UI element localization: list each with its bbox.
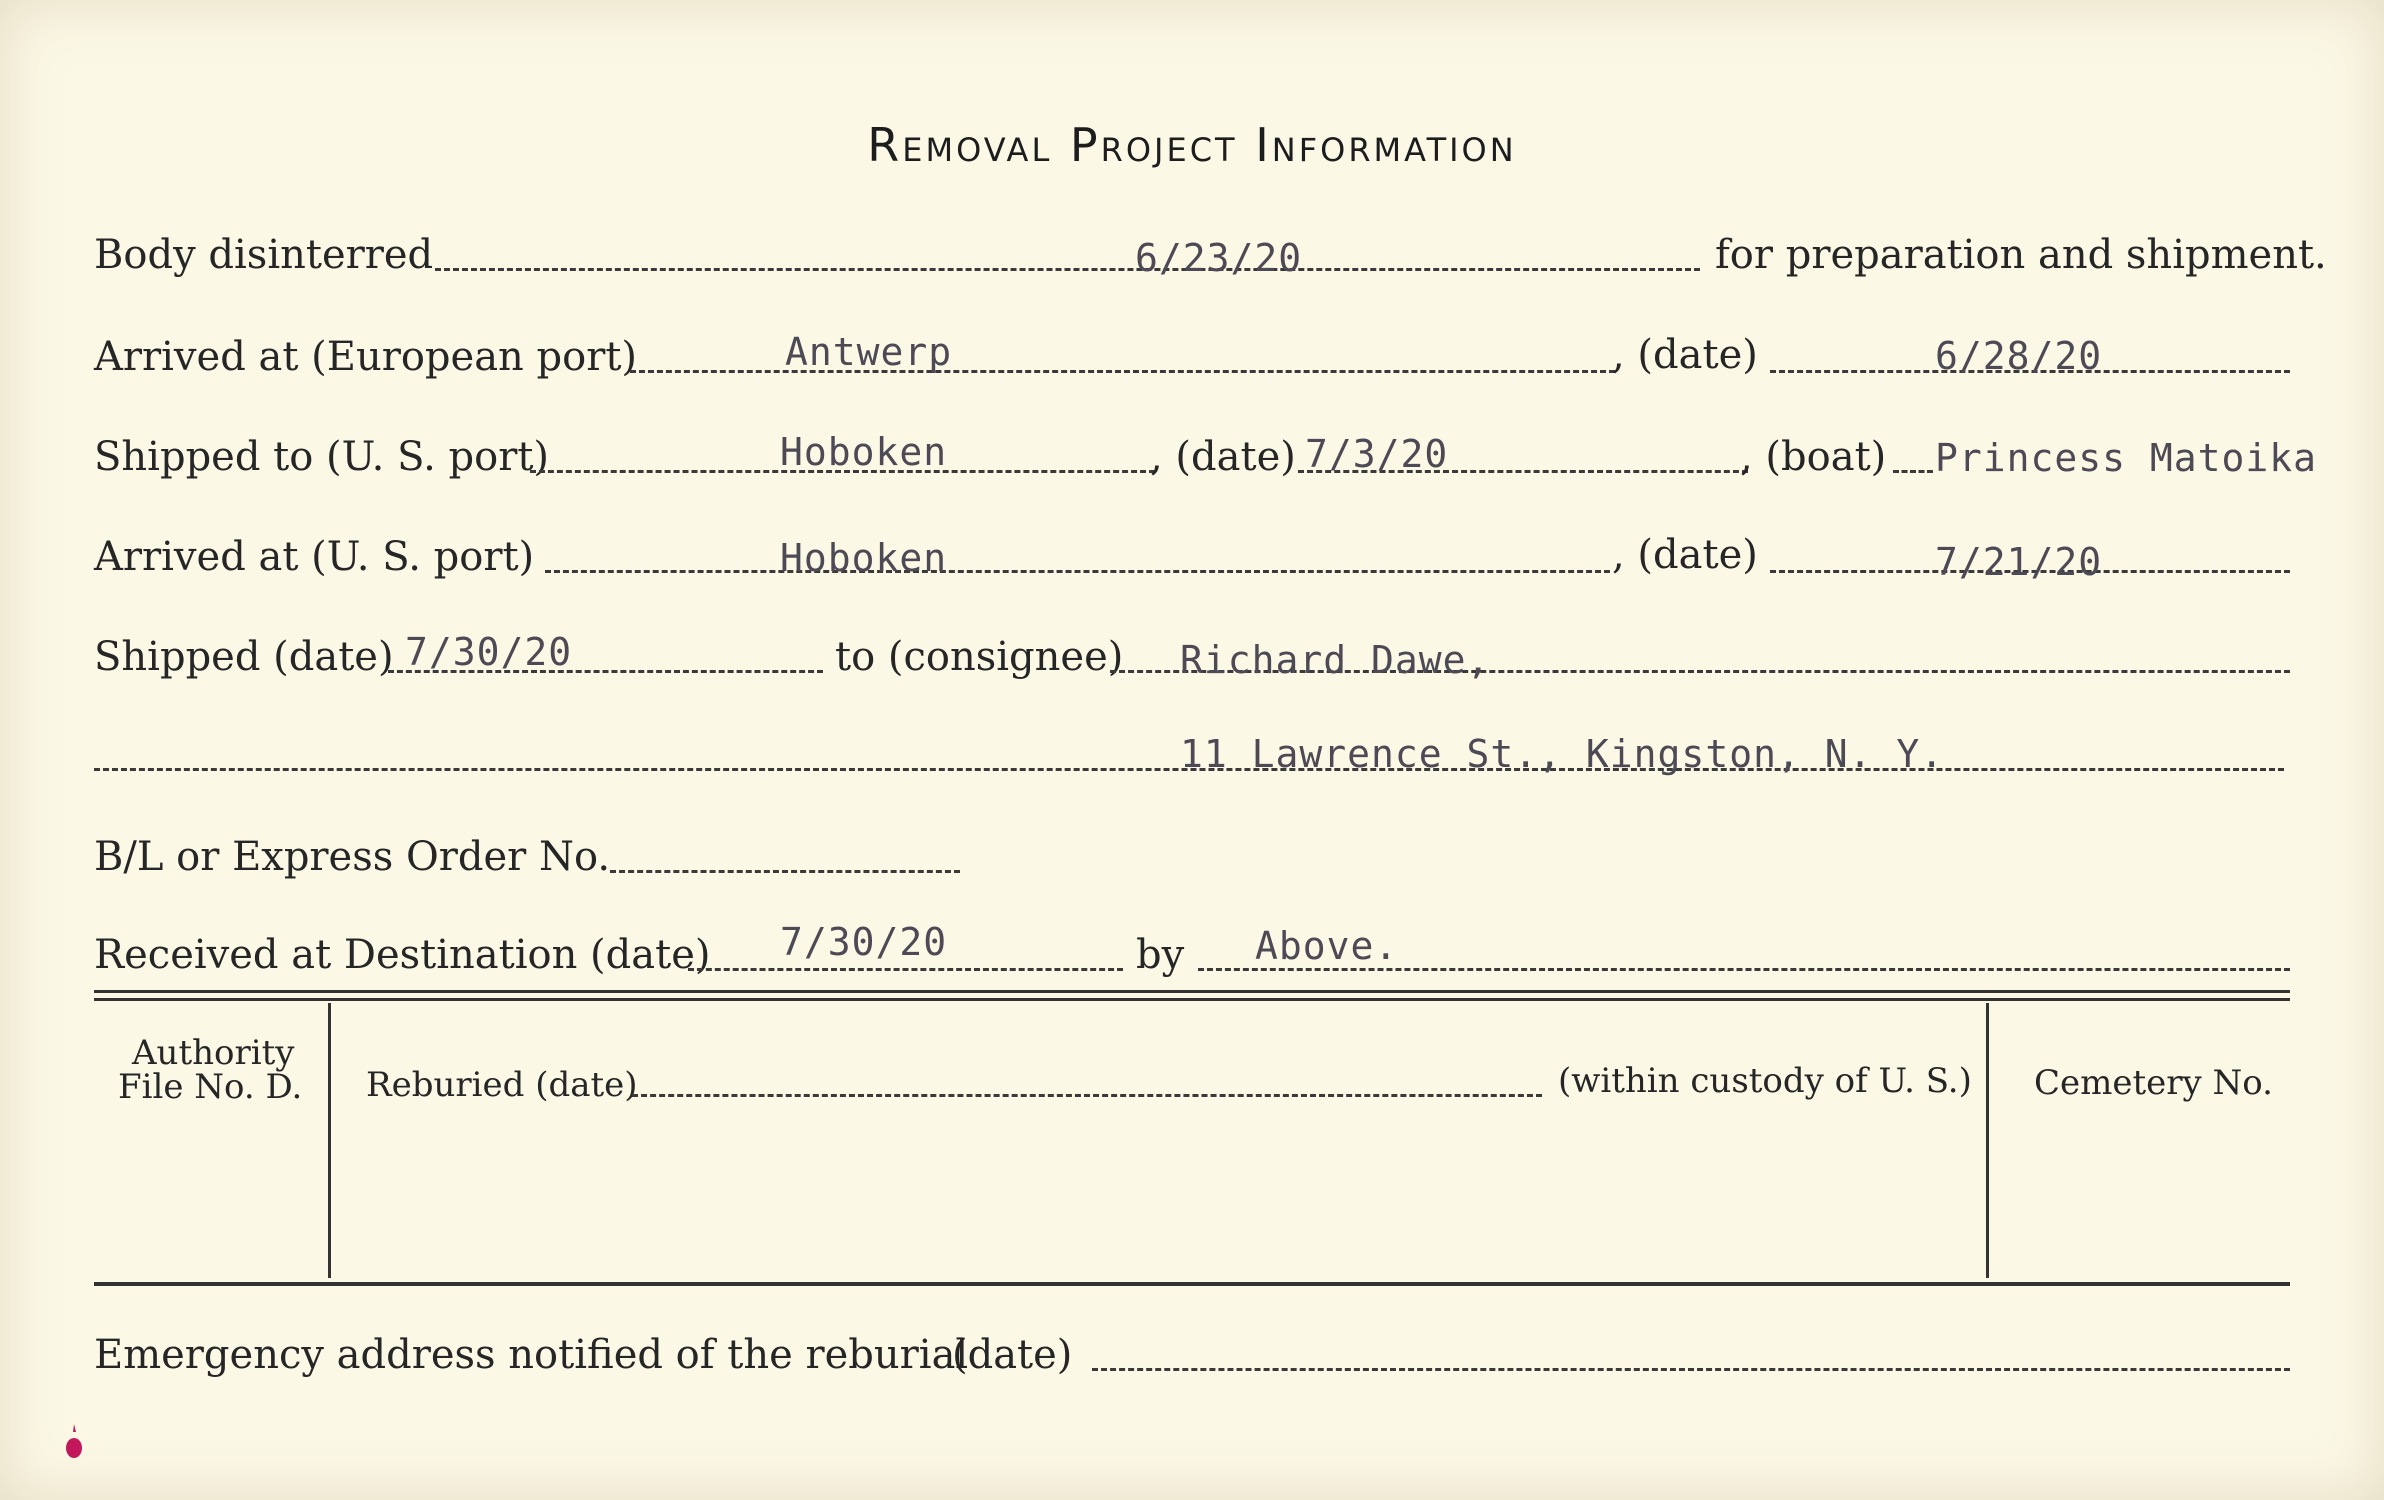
received-by-label: by [1136,932,1185,978]
body-disinterred-line [435,268,1700,271]
bl-line [610,870,960,873]
reburied-line [632,1094,1542,1097]
shipped-us-boat: Princess Matoika [1935,436,2318,480]
shipped-date-label: Shipped (date) [94,634,394,680]
shipped-us-boat-line [1893,470,1933,473]
consignee-label: to (consignee) [835,634,1124,680]
body-disinterred-value: 6/23/20 [1135,236,1303,280]
authority-file-label: File No. D. [118,1067,303,1107]
box-divider-right [1986,1003,1989,1278]
arrived-european-date: 6/28/20 [1935,334,2103,378]
form-title: Removal Project Information [867,118,1517,172]
shipped-us-date: 7/3/20 [1305,432,1449,476]
received-label: Received at Destination (date) [94,932,711,978]
arrived-european-date-label: , (date) [1612,332,1758,378]
received-date-line [688,968,1123,971]
custody-label: (within custody of U. S.) [1558,1061,1972,1101]
received-by: Above. [1255,924,1399,968]
shipped-us-port: Hoboken [780,430,948,474]
arrived-us-port: Hoboken [780,536,948,580]
shipped-us-boat-label: , (boat) [1740,434,1887,480]
arrived-us-port-line [545,570,1610,573]
received-date: 7/30/20 [780,920,948,964]
received-by-line [1198,968,2290,971]
arrived-us-date-label: , (date) [1612,532,1758,578]
box-divider-left [328,1003,331,1278]
shipped-us-date-label: , (date) [1150,434,1296,480]
arrived-european-port: Antwerp [785,330,953,374]
cemetery-label: Cemetery No. [2034,1063,2273,1103]
body-disinterred-label: Body disinterred [94,232,434,278]
consignee-name: Richard Dawe, [1180,638,1491,682]
box-top-rule-2 [94,998,2290,1001]
consignee-address: 11 Lawrence St., Kingston, N. Y. [1180,732,1945,776]
arrived-european-port-line [630,370,1615,373]
shipped-us-label: Shipped to (U. S. port) [94,434,549,480]
emergency-date-label: (date) [952,1332,1073,1378]
ink-mark-icon [64,1422,84,1460]
arrived-european-label: Arrived at (European port) [94,334,638,380]
box-top-rule [94,990,2290,993]
box-bottom-rule [94,1282,2290,1286]
reburied-label: Reburied (date) [366,1065,638,1105]
arrived-us-date: 7/21/20 [1935,540,2103,584]
body-disinterred-suffix: for preparation and shipment. [1715,232,2327,278]
shipped-date-value: 7/30/20 [405,630,573,674]
emergency-line [1092,1368,2290,1371]
bl-label: B/L or Express Order No. [94,834,611,880]
authority-label: Authority [132,1033,295,1073]
arrived-us-label: Arrived at (U. S. port) [94,534,535,580]
emergency-label: Emergency address notified of the reburial [94,1332,969,1378]
